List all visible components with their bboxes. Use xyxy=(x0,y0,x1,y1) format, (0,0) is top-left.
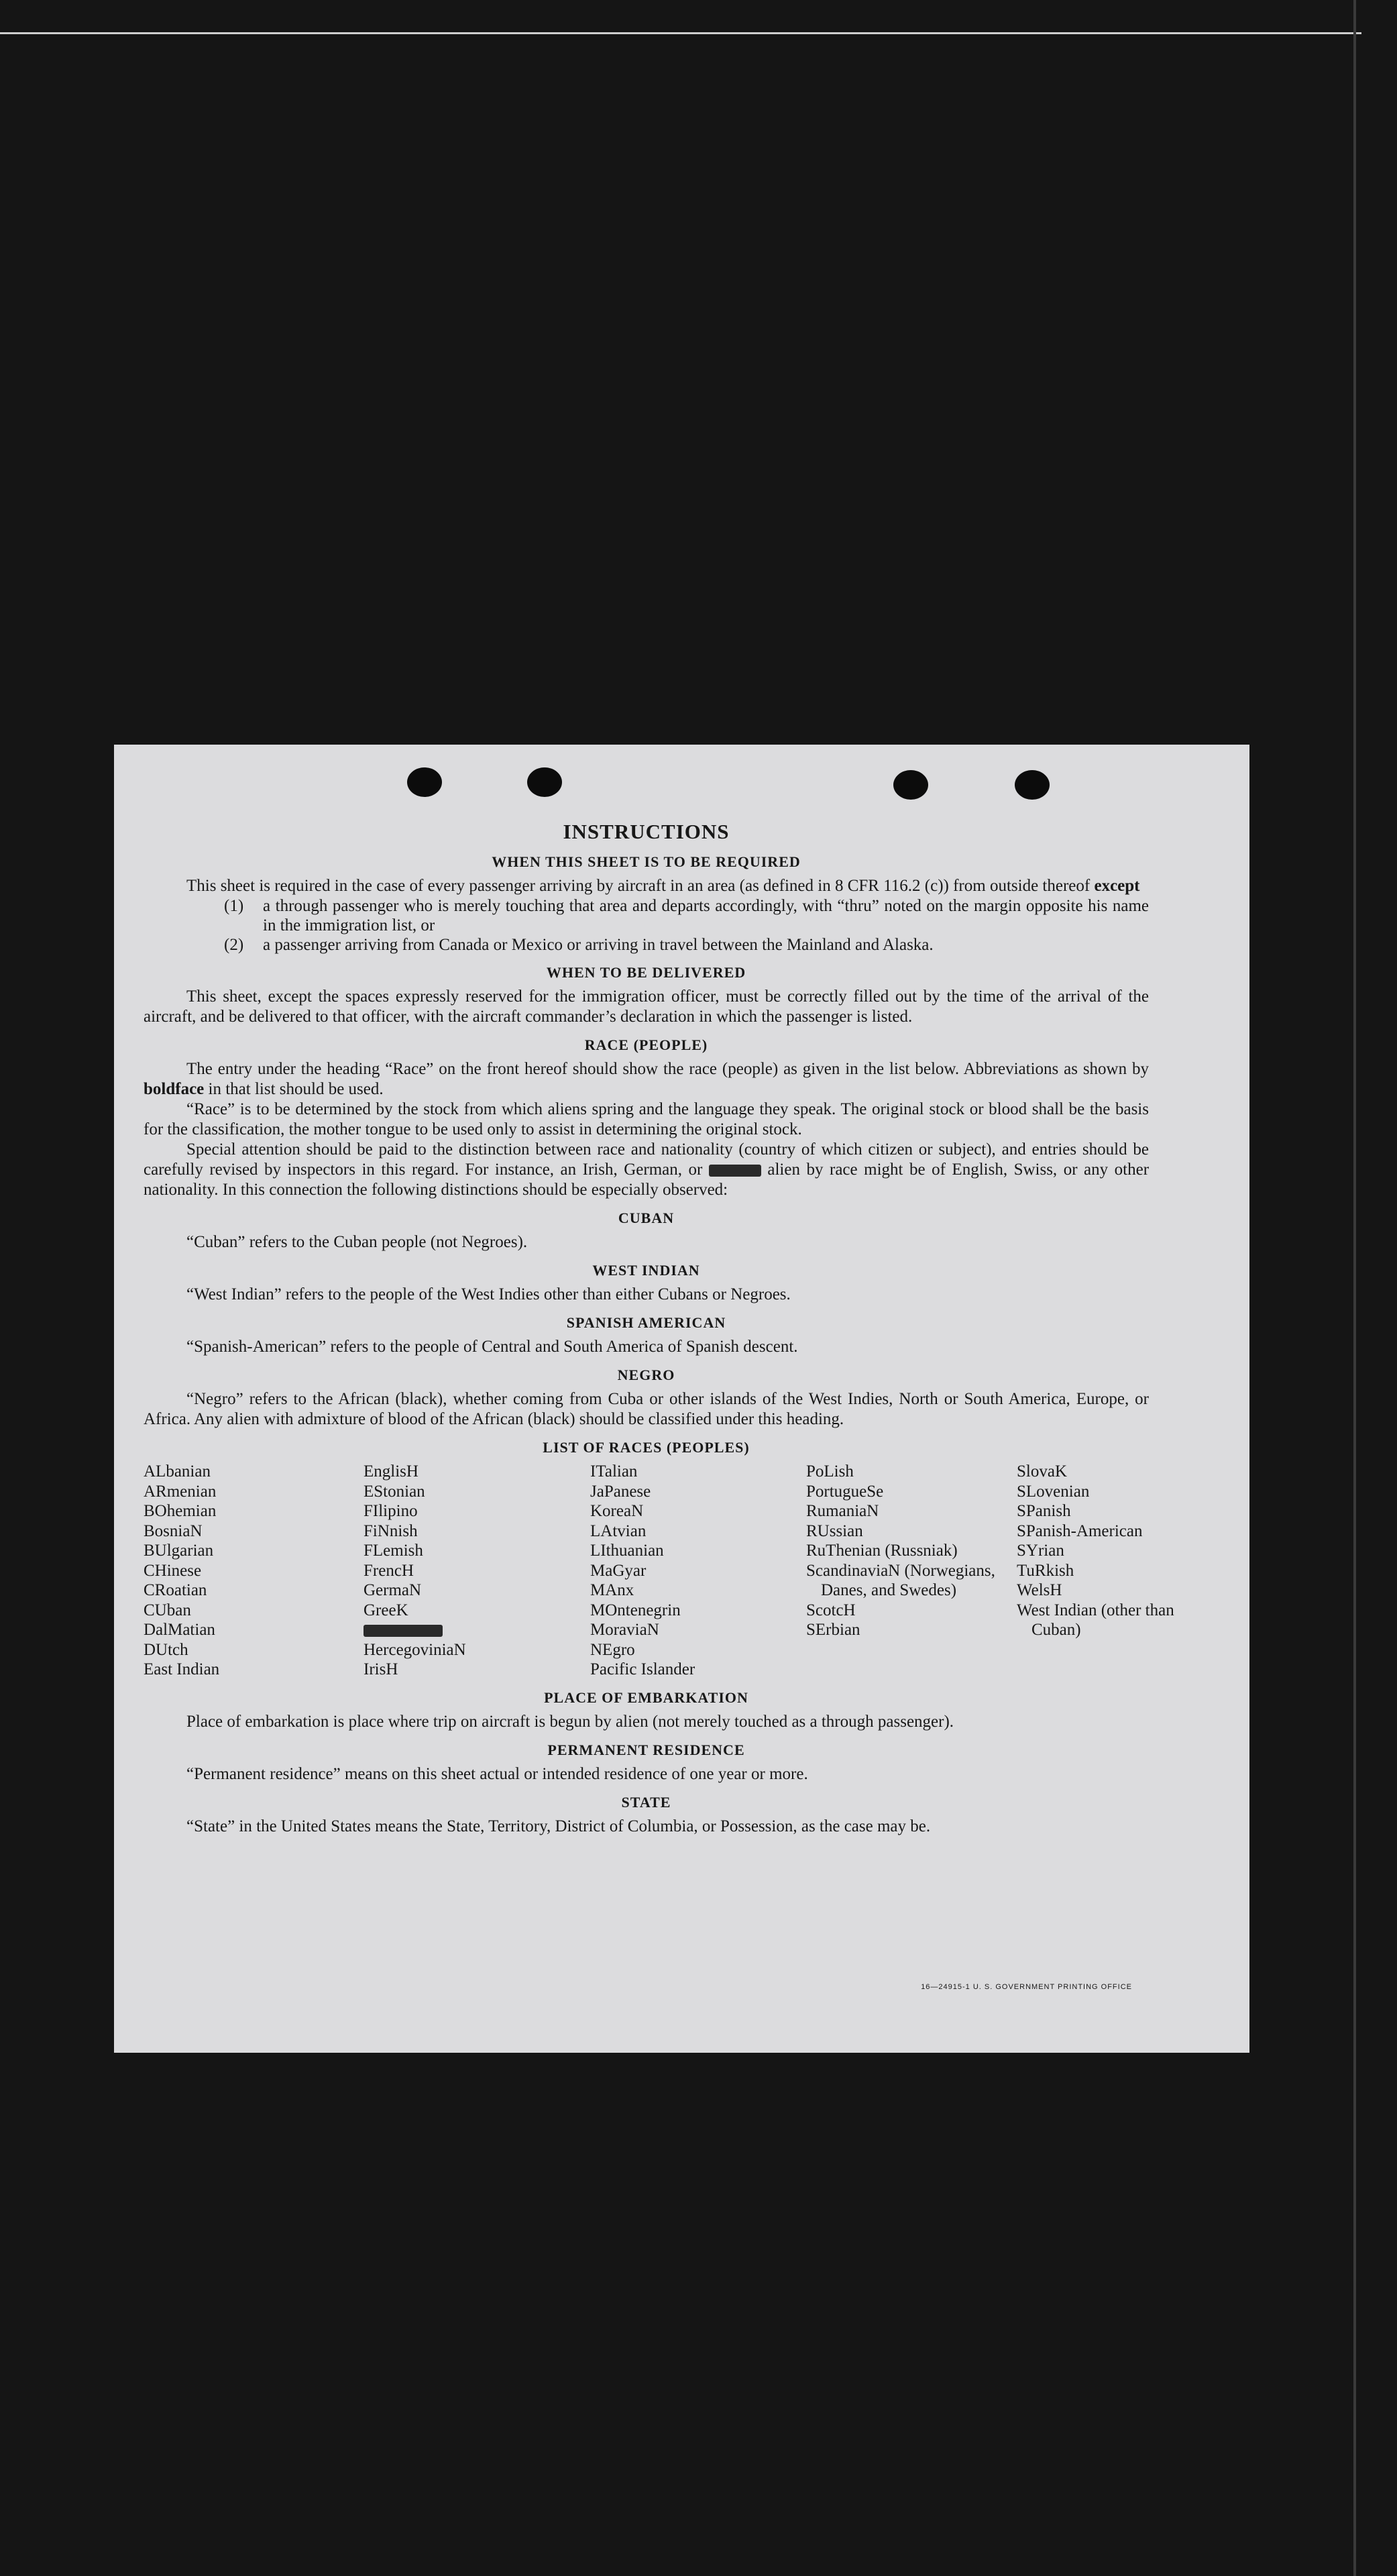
race-item: HercegoviniaN xyxy=(364,1640,466,1659)
negro-text: “Negro” refers to the African (black), whether coming from Cuba or other islands of the West Indies, North or South America, Europe, or Africa. Any alien with admixture of blood of the African (black) should be classified under this heading. xyxy=(144,1390,1149,1428)
race-item: West Indian (other than Cuban) xyxy=(1017,1601,1174,1639)
state-text: “State” in the United States means the State, Territory, District of Columbia, or Possession, as the case may be. xyxy=(186,1817,931,1835)
race-item: KoreaN xyxy=(590,1502,644,1520)
page-title: INSTRUCTIONS xyxy=(563,820,730,843)
race-item: CUban xyxy=(144,1601,191,1619)
race-item: FIlipino xyxy=(364,1502,418,1520)
race-item: CRoatian xyxy=(144,1581,207,1599)
when-required-text: This sheet is required in the case of every passenger arriving by aircraft in an area (as defined in 8 CFR 116.2 (c)) from outside thereof except xyxy=(186,877,1140,895)
race-item: BUlgarian xyxy=(144,1542,214,1560)
race-paragraph-2: “Race” is to be determined by the stock from which aliens spring and the language they speak. The original stock or blood shall be the basis for the classification, the mother tongue to be used only to assist in determining the original stock. xyxy=(144,1100,1149,1138)
scan-edge-line xyxy=(0,32,1361,34)
punch-hole xyxy=(407,767,442,797)
race-item: LIthuanian xyxy=(590,1542,664,1560)
race-item: BosniaN xyxy=(144,1521,203,1540)
race-item: SLovenian xyxy=(1017,1482,1090,1501)
section-heading-west-indian: WEST INDIAN xyxy=(592,1262,700,1279)
race-item: FLemish xyxy=(364,1542,423,1560)
race-item: Pacific Islander xyxy=(590,1660,695,1678)
race-item: DUtch xyxy=(144,1640,188,1659)
race-item: NEgro xyxy=(590,1640,635,1659)
race-column-4 xyxy=(806,1462,1017,1680)
west-indian-text: “West Indian” refers to the people of the West Indies other than either Cubans or Negroes. xyxy=(186,1285,791,1303)
section-heading-spanish-american: SPANISH AMERICAN xyxy=(566,1314,726,1331)
race-item: FiNnish xyxy=(364,1521,418,1540)
place-of-embarkation-text: Place of embarkation is place where trip on aircraft is begun by alien (not merely touched as a through passenger). xyxy=(186,1712,954,1731)
race-item: SPanish xyxy=(1017,1502,1071,1520)
race-item: RuThenian (Russniak) xyxy=(806,1542,958,1560)
race-item: PortugueSe xyxy=(806,1482,884,1501)
punch-hole xyxy=(1015,770,1050,800)
race-column-1 xyxy=(144,1462,364,1680)
race-paragraph-3: Special attention should be paid to the distinction between race and nationality (country of which citizen or subject), and entries should be carefully revised by inspectors in this regard. For instance, an Irish, German, or alien by race might be of English, Swiss, or any other nationality. In this connection the following distinctions should be especially observed: xyxy=(144,1140,1150,1199)
race-item: SYrian xyxy=(1017,1542,1064,1560)
when-delivered-text: This sheet, except the spaces expressly reserved for the immigration officer, must be correctly filled out by the time of the arrival of the aircraft, and be delivered to that officer, with the aircraft commander’s declaration in which the passenger is listed. xyxy=(144,987,1149,1026)
race-item: GreeK xyxy=(364,1601,408,1619)
instruction-sheet xyxy=(114,745,1249,2053)
race-item: ScotcH xyxy=(806,1601,856,1619)
section-heading-list-of-races: LIST OF RACES (PEOPLES) xyxy=(543,1439,750,1456)
race-item: SErbian xyxy=(806,1621,860,1639)
race-item: SlovaK xyxy=(1017,1462,1067,1481)
race-item: ALbanian xyxy=(144,1462,211,1481)
redaction-mark xyxy=(709,1165,761,1177)
race-item: MoraviaN xyxy=(590,1621,659,1639)
print-code: 16—24915-1 U. S. GOVERNMENT PRINTING OFFICE xyxy=(921,1983,1132,1991)
section-heading-race: RACE (PEOPLE) xyxy=(584,1036,708,1053)
race-item: RUssian xyxy=(806,1521,863,1540)
race-paragraph-1: The entry under the heading “Race” on the front hereof should show the race (people) as given in the list below. Abbreviations as shown by boldface in that list should be used. xyxy=(144,1060,1149,1098)
section-heading-negro: NEGRO xyxy=(617,1366,675,1383)
permanent-residence-text: “Permanent residence” means on this sheet actual or intended residence of one year or more. xyxy=(186,1764,808,1783)
race-item: FrencH xyxy=(364,1561,414,1580)
cuban-text: “Cuban” refers to the Cuban people (not Negroes). xyxy=(186,1233,528,1251)
punch-hole xyxy=(893,770,928,800)
race-column-5 xyxy=(1017,1462,1191,1680)
race-item: ITalian xyxy=(590,1462,638,1481)
race-column-3 xyxy=(590,1462,806,1680)
scan-edge-right xyxy=(1353,0,1356,2576)
race-item: RumaniaN xyxy=(806,1502,879,1520)
race-item: East Indian xyxy=(144,1660,220,1678)
race-item: MOntenegrin xyxy=(590,1601,681,1619)
section-heading-place-of-embarkation: PLACE OF EMBARKATION xyxy=(544,1688,748,1706)
punch-hole xyxy=(527,767,562,797)
section-heading-when-delivered: WHEN TO BE DELIVERED xyxy=(546,964,746,981)
race-item: TuRkish xyxy=(1017,1561,1074,1580)
race-item: GermaN xyxy=(364,1581,422,1599)
race-item: ScandinaviaN (Norwegians, Danes, and Swedes) xyxy=(806,1561,995,1599)
race-item: JaPanese xyxy=(590,1482,651,1501)
race-item: EStonian xyxy=(364,1482,425,1501)
redaction-mark xyxy=(364,1625,443,1637)
exception-item-1: (1) a through passenger who is merely touching that area and departs accordingly, with “thru” noted on the margin opposite his name in the immigration list, or xyxy=(224,897,1149,934)
race-item: WelsH xyxy=(1017,1581,1062,1599)
race-item: IrisH xyxy=(364,1660,398,1678)
race-item: PoLish xyxy=(806,1462,854,1481)
race-item: MAnx xyxy=(590,1581,634,1599)
race-column-2 xyxy=(364,1462,590,1680)
section-heading-permanent-residence: PERMANENT RESIDENCE xyxy=(547,1741,745,1758)
section-heading-cuban: CUBAN xyxy=(618,1210,675,1226)
race-item: DalMatian xyxy=(144,1621,215,1639)
race-item: CHinese xyxy=(144,1561,202,1580)
race-item: BOhemian xyxy=(144,1502,217,1520)
race-item: ARmenian xyxy=(144,1482,217,1501)
race-item: EnglisH xyxy=(364,1462,418,1481)
section-heading-state: STATE xyxy=(621,1793,671,1811)
race-item-redacted xyxy=(364,1620,590,1640)
spanish-american-text: “Spanish-American” refers to the people of Central and South America of Spanish descent. xyxy=(186,1338,798,1356)
race-list xyxy=(144,1462,1174,1680)
race-item: MaGyar xyxy=(590,1561,647,1580)
race-item: LAtvian xyxy=(590,1521,647,1540)
race-item: SPanish-American xyxy=(1017,1521,1143,1540)
section-heading-when-required: WHEN THIS SHEET IS TO BE REQUIRED xyxy=(492,853,801,870)
exception-item-2: (2) a passenger arriving from Canada or Mexico or arriving in travel between the Mainland and Alaska. xyxy=(224,936,934,954)
